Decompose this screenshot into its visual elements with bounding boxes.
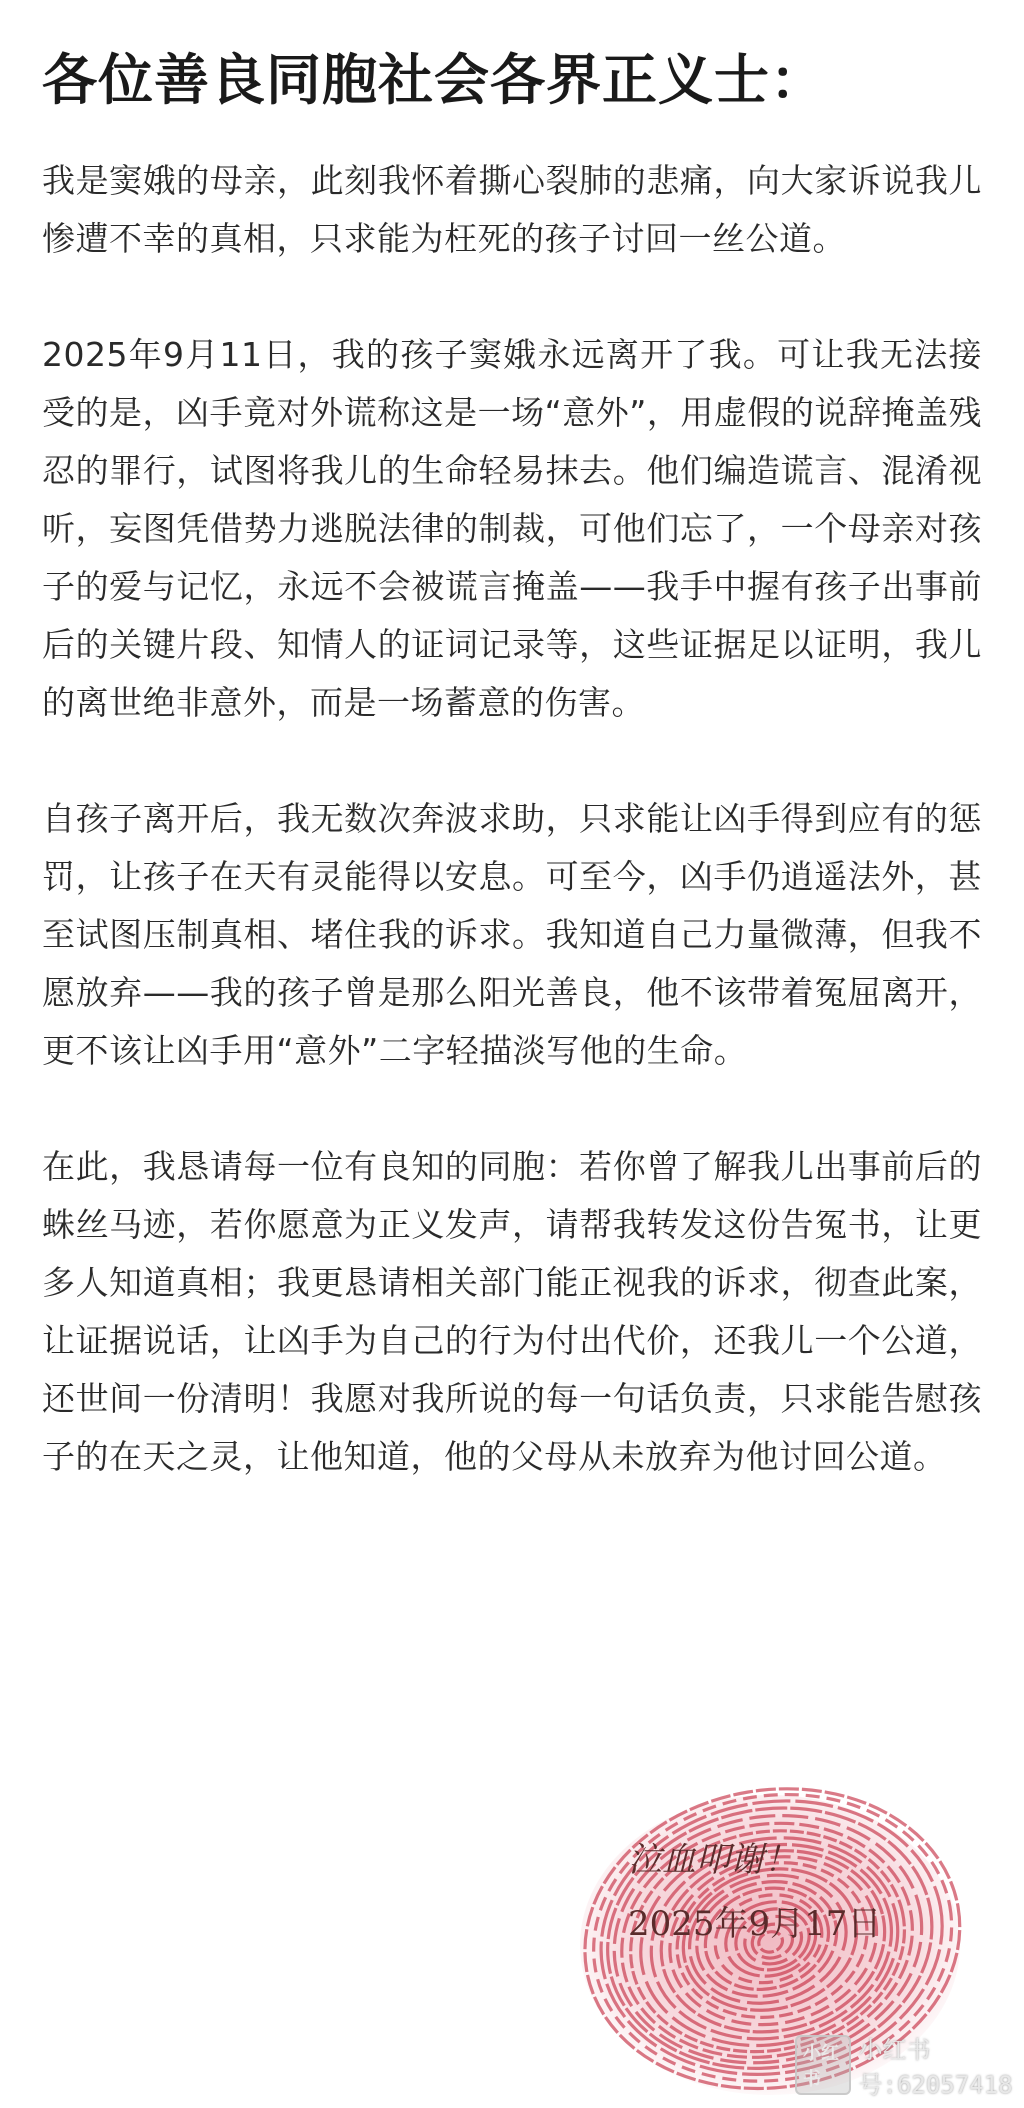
- paragraph-intro: 我是窦娥的母亲，此刻我怀着撕心裂肺的悲痛，向大家诉说我儿惨遭不幸的真相，只求能为枉死的孩子讨回一丝公道。: [42, 161, 982, 258]
- signature-thanks: 泣血叩谢！: [628, 1840, 798, 1880]
- paragraph-appeal: 在此，我恳请每一位有良知的同胞：若你曾了解我儿出事前后的蛛丝马迹，若你愿意为正义发声，请帮我转发这份告冤书，让更多人知道真相；我更恳请相关部门能正视我的诉求，彻查此案，让证据说话，让凶手为自己的行为付出代价，还我儿一个公道，还世间一份清明！我愿对我所说的每一句话负责，只求能告慰孩子的在天之灵，让他知道，他的父母从未放弃为他讨回公道。: [42, 1147, 982, 1476]
- paragraph-incident: 2025年9月11日，我的孩子窦娥永远离开了我。可让我无法接受的是，凶手竟对外谎称这是一场“意外”，用虚假的说辞掩盖残忍的罪行，试图将我儿的生命轻易抹去。他们编造谎言、混淆视听，妄图凭借势力逃脱法律的制裁，可他们忘了，一个母亲对孩子的爱与记忆，永远不会被谎言掩盖——我手中握有孩子出事前后的关键片段、知情人的证词记录等，这些证据足以证明，我儿的离世绝非意外，而是一场蓄意的伤害。: [42, 335, 982, 722]
- watermark-logo: 小红书: [795, 2035, 851, 2095]
- signature-date: 2025年9月17日: [628, 1904, 882, 1944]
- paragraph-plea: 自孩子离开后，我无数次奔波求助，只求能让凶手得到应有的惩罚，让孩子在天有灵能得以安息。可至今，凶手仍逍遥法外，甚至试图压制真相、堵住我的诉求。我知道自己力量微薄，但我不愿放弃——我的孩子曾是那么阳光善良，他不该带着冤屈离开，更不该让凶手用“意外”二字轻描淡写他的生命。: [42, 799, 982, 1070]
- watermark-id: 小红书号:62057418: [858, 2036, 1013, 2099]
- watermark: [795, 2030, 1024, 2100]
- letter-title: 各位善良同胞社会各界正义士：: [42, 48, 827, 112]
